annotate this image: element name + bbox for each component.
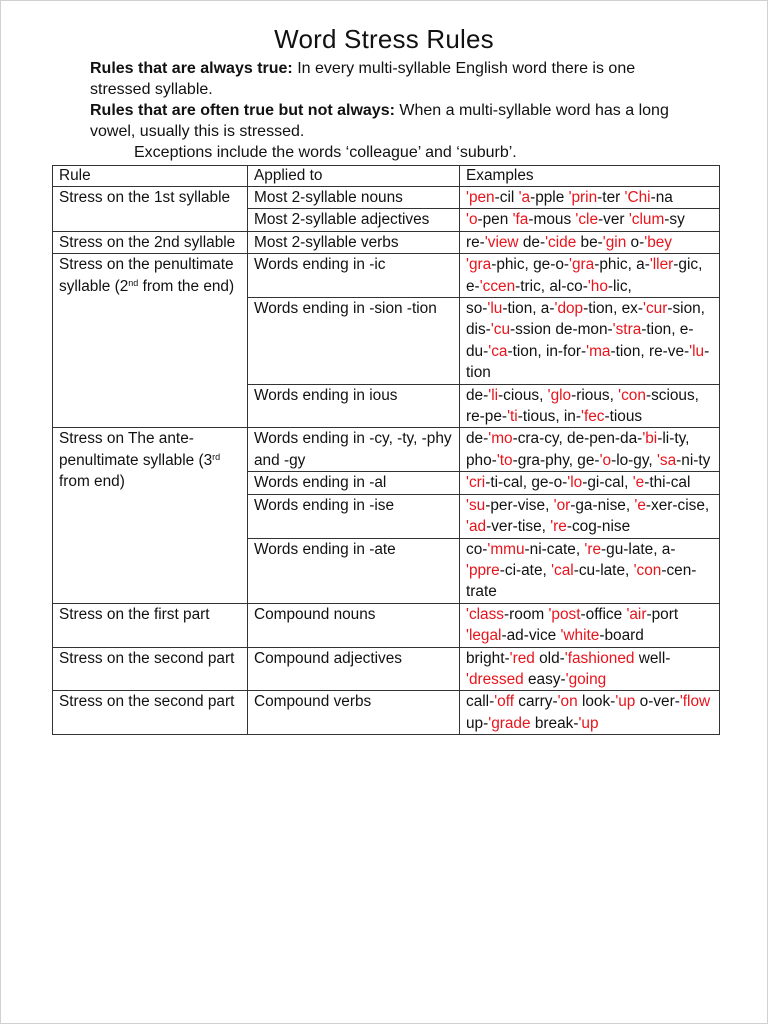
intro-block [90, 58, 690, 163]
example-text: -gra-phy, ge- [512, 451, 600, 469]
example-text: -ver [598, 211, 629, 229]
rule-cell [53, 254, 248, 428]
rule-text: Stress on the penultimate syllable (2 [59, 256, 234, 295]
example-text: -room [504, 605, 549, 623]
stressed-syllable: 'air [626, 605, 647, 623]
stressed-syllable: 'e [632, 474, 645, 492]
stressed-syllable: 'flow [679, 693, 711, 711]
ordinal-sup: rd [212, 451, 221, 462]
intro-often [90, 100, 690, 142]
stressed-syllable: 'glo [547, 386, 572, 404]
example-text: -lo-gy, [611, 451, 657, 469]
stressed-syllable: 'a [518, 189, 531, 206]
applied-cell: Words ending in -sion -tion [248, 298, 460, 385]
example-text: -phic, ge-o- [491, 256, 570, 274]
often-label: Rules that are often true but not always: [90, 102, 395, 119]
example-text: de- [466, 386, 489, 404]
examples-cell [460, 428, 720, 472]
applied-cell: Compound verbs [248, 691, 460, 735]
applied-cell: Words ending in -cy, -ty, -phy and -gy [248, 428, 460, 472]
stressed-syllable: 'lu [487, 300, 503, 318]
examples-cell [460, 231, 720, 253]
stressed-syllable: 'prin [568, 189, 598, 206]
example-text: -sion, dis- [466, 300, 705, 339]
always-label: Rules that are always true: [90, 60, 293, 77]
stressed-syllable: 'red [509, 649, 535, 667]
stressed-syllable: 'cal [551, 561, 574, 579]
intro-always [90, 58, 690, 100]
stressed-syllable: 'ho [587, 277, 608, 295]
rule-cell: Stress on the 2nd syllable [53, 231, 248, 253]
example-text: -tion, re-ve- [610, 342, 690, 360]
example-text: -cu-late, [573, 561, 634, 579]
stressed-syllable: 'grade [488, 714, 531, 732]
applied-cell: Most 2-syllable nouns [248, 187, 460, 209]
examples-cell [460, 298, 720, 385]
applied-cell: Words ending in ious [248, 384, 460, 428]
table-row [53, 428, 720, 472]
example-text: -li-ty, pho- [466, 430, 690, 469]
example-text: -cen-trate [466, 561, 697, 601]
example-text: -ni-cate, [524, 540, 585, 558]
stressed-syllable: 'e [634, 496, 646, 514]
table-row [53, 647, 720, 691]
rule-cell: Stress on the second part [53, 691, 248, 735]
example-text: bright- [466, 649, 510, 667]
example-text: -ci-ate, [499, 561, 552, 579]
examples-cell [460, 384, 720, 428]
example-text: o-ver- [635, 693, 680, 711]
stressed-syllable: 'fa [512, 211, 529, 229]
stressed-syllable: 'white [560, 627, 600, 645]
example-text: well- [634, 649, 671, 667]
stressed-syllable: 'ller [649, 256, 674, 274]
examples-cell [460, 538, 720, 603]
stressed-syllable: 'gra [569, 256, 595, 274]
often-text: When a multi-syllable word has a long vowel, usually this is stressed. [90, 102, 669, 140]
example-text: -xer-cise, [645, 496, 710, 514]
stressed-syllable: 'ccen [479, 277, 516, 295]
stressed-syllable: 'bi [642, 430, 658, 448]
example-text: -tion [466, 342, 710, 382]
examples-cell [460, 603, 720, 647]
stressed-syllable: 'bey [644, 233, 673, 251]
example-text: -na [650, 189, 673, 206]
example-text: de- [518, 233, 546, 251]
stressed-syllable: 'pen [466, 189, 495, 206]
example-text: de- [466, 430, 489, 448]
applied-cell: Words ending in -ate [248, 538, 460, 603]
example-text: -tion, ex- [583, 300, 643, 318]
example-text: -ver-tise, [486, 518, 551, 536]
example-text: break- [530, 714, 579, 732]
examples-cell [460, 187, 720, 209]
stressed-syllable: 'o [466, 211, 478, 229]
example-text: -port [646, 605, 679, 623]
stressed-syllable: 'up [578, 714, 599, 732]
examples-cell [460, 472, 720, 494]
stressed-syllable: 'cide [545, 233, 577, 251]
rule-cell: Stress on the 1st syllable [53, 187, 248, 232]
stressed-syllable: 'going [565, 670, 607, 688]
example-text: -board [599, 627, 644, 645]
stressed-syllable: 'cur [643, 300, 668, 318]
stressed-syllable: 'con [618, 386, 646, 404]
applied-cell: Most 2-syllable verbs [248, 231, 460, 253]
stressed-syllable: 'o [599, 451, 612, 469]
intro-exceptions: Exceptions include the words ‘colleague’ and ‘suburb’. [134, 144, 517, 161]
example-text: carry- [514, 693, 558, 711]
example-text: -cious, [498, 386, 548, 404]
example-text: up- [466, 714, 489, 732]
stressed-syllable: 'li [488, 386, 499, 404]
always-text: In every multi-syllable English word there is one stressed syllable. [90, 60, 636, 98]
example-text: -ad-vice [501, 627, 561, 645]
examples-cell [460, 209, 720, 231]
example-text: re- [466, 233, 485, 251]
example-text: -cog-nise [566, 518, 631, 536]
examples-cell [460, 254, 720, 298]
stressed-syllable: 'gin [602, 233, 627, 251]
stressed-syllable: 'lu [689, 342, 705, 360]
table-row [53, 254, 720, 298]
applied-cell: Words ending in -ise [248, 494, 460, 538]
stressed-syllable: 'on [557, 693, 578, 711]
examples-cell [460, 494, 720, 538]
example-text: -scious, re-pe- [466, 386, 699, 426]
stressed-syllable: 're [550, 518, 567, 536]
example-text: -lic, [607, 277, 632, 295]
example-text: old- [534, 649, 565, 667]
stressed-syllable: 'su [466, 496, 486, 514]
stressed-syllable: 'fec [581, 408, 605, 426]
example-text: -cra-cy, de-pen-da- [512, 430, 643, 448]
example-text: so- [466, 300, 488, 318]
stressed-syllable: 'mmu [487, 540, 525, 558]
stressed-syllable: 'legal [466, 627, 502, 645]
example-text: -gu-late, a- [601, 540, 676, 558]
example-text: -ga-nise, [570, 496, 635, 514]
example-text: -mous [528, 211, 576, 229]
example-text: -ssion de-mon- [510, 321, 613, 339]
stressed-syllable: 'ti [507, 408, 518, 426]
stressed-syllable: 'ma [586, 342, 611, 360]
example-text: -tious, in- [517, 408, 581, 426]
stressed-syllable: 'ca [488, 342, 508, 360]
example-text: be- [576, 233, 603, 251]
rule-cell [53, 428, 248, 603]
example-text: -per-vise, [485, 496, 554, 514]
stressed-syllable: 'clum [628, 211, 665, 229]
stressed-syllable: 'view [484, 233, 519, 251]
applied-cell: Most 2-syllable adjectives [248, 209, 460, 231]
rule-text: from end) [59, 473, 125, 491]
applied-cell: Words ending in -al [248, 472, 460, 494]
example-text: -cil [494, 189, 519, 206]
example-text: -ti-cal, ge-o- [485, 474, 568, 492]
example-text: call- [466, 693, 495, 711]
table-header-row [53, 166, 720, 187]
stressed-syllable: 'dop [554, 300, 584, 318]
stressed-syllable: 'cu [490, 321, 511, 339]
stressed-syllable: 'lo [567, 474, 583, 492]
example-text: -rious, [571, 386, 619, 404]
examples-cell [460, 691, 720, 735]
rule-text: Stress on The ante-penultimate syllable (3 [59, 430, 213, 469]
stressed-syllable: 'sa [656, 451, 677, 469]
stress-rules-table [52, 165, 720, 735]
example-text: look- [577, 693, 616, 711]
stressed-syllable: 'mo [488, 430, 513, 448]
page-title: Word Stress Rules [274, 24, 494, 54]
stressed-syllable: 'stra [612, 321, 642, 339]
header-applied: Applied to [248, 166, 460, 187]
applied-cell: Compound nouns [248, 603, 460, 647]
stressed-syllable: 'Chi [624, 189, 651, 206]
example-text: -tric, al-co- [515, 277, 588, 295]
example-text: co- [466, 540, 488, 558]
example-text: -pple [530, 189, 569, 206]
ordinal-sup: nd [128, 277, 139, 288]
applied-cell: Compound adjectives [248, 647, 460, 691]
example-text: -tion, a- [502, 300, 555, 318]
example-text: -gi-cal, [582, 474, 633, 492]
stressed-syllable: 'off [494, 693, 514, 711]
example-text: -tious [604, 408, 643, 426]
stressed-syllable: 'up [615, 693, 636, 711]
example-text: -phic, a- [594, 256, 650, 274]
example-text: -thi-cal [644, 474, 691, 492]
stressed-syllable: 'ad [466, 518, 487, 536]
example-text: -ter [597, 189, 625, 206]
header-examples: Examples [460, 166, 720, 187]
table-row [53, 187, 720, 209]
example-text: -tion, e-du- [466, 321, 694, 360]
stressed-syllable: 'gra [466, 256, 492, 274]
example-text: -ni-ty [676, 451, 711, 469]
example-text: -pen [477, 211, 513, 229]
rule-cell: Stress on the second part [53, 647, 248, 691]
rule-cell: Stress on the first part [53, 603, 248, 647]
stressed-syllable: 'to [496, 451, 513, 469]
stressed-syllable: 'con [633, 561, 662, 579]
examples-cell [460, 647, 720, 691]
rule-text: from the end) [138, 277, 235, 295]
table-row [53, 231, 720, 253]
stressed-syllable: 'cle [575, 211, 599, 229]
stressed-syllable: 'class [466, 605, 505, 623]
table-row [53, 691, 720, 735]
example-text: -sy [664, 211, 685, 229]
stressed-syllable: 'dressed [466, 670, 524, 688]
table-row [53, 603, 720, 647]
stressed-syllable: 're [584, 540, 602, 558]
example-text: -gic, e- [466, 256, 703, 295]
example-text: -office [580, 605, 627, 623]
example-text: o- [626, 233, 645, 251]
stressed-syllable: 'ppre [466, 561, 500, 579]
header-rule: Rule [53, 166, 248, 187]
stressed-syllable: 'fashioned [564, 649, 635, 667]
applied-cell: Words ending in -ic [248, 254, 460, 298]
stressed-syllable: 'cri [466, 474, 486, 492]
example-text: -tion, in-for- [507, 342, 587, 360]
example-text: easy- [523, 670, 566, 688]
stressed-syllable: 'or [553, 496, 571, 514]
stressed-syllable: 'post [548, 605, 581, 623]
